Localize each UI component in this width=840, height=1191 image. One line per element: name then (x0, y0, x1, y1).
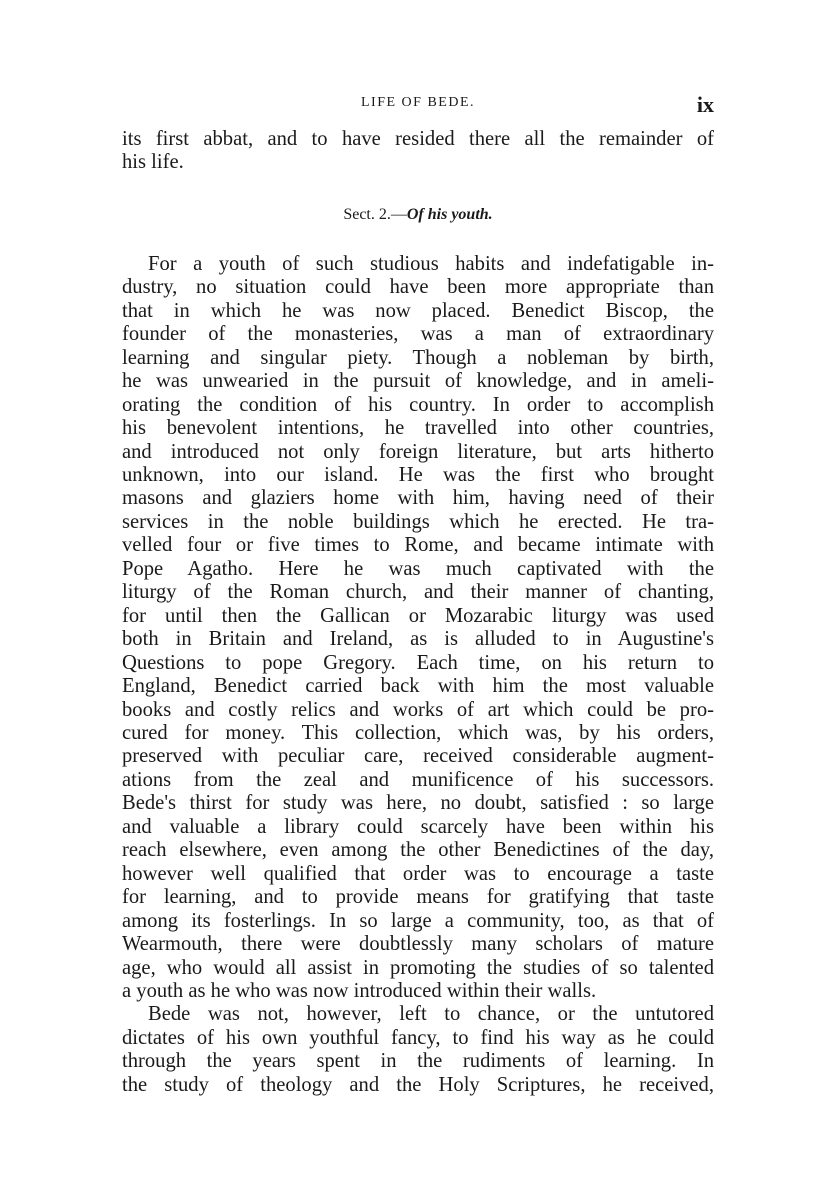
section-heading (122, 205, 714, 225)
text-line: and valuable a library could scarcely have been within his (122, 815, 714, 838)
book-page (122, 92, 714, 1097)
text-line: both in Britain and Ireland, as is alluded to in Augustine's (122, 628, 714, 651)
page-number: ix (696, 92, 714, 117)
paragraph-instruction (122, 1003, 714, 1097)
text-line: Bede was not, however, left to chance, or the untutored (148, 1003, 714, 1026)
text-line: Questions to pope Gregory. Each time, on his return to (122, 651, 714, 674)
text-line: his life. (122, 151, 184, 174)
text-line: its first abbat, and to have resided there all the remainder of (122, 128, 714, 150)
text-line: the study of theology and the Holy Scriptures, he received, (122, 1073, 714, 1096)
text-line: age, who would all assist in promoting the studies of so talented (122, 956, 714, 979)
text-line: preserved with peculiar care, received considerable augment- (122, 745, 714, 768)
text-line: a youth as he who was now introduced within their walls. (122, 979, 597, 1002)
text-line: his benevolent intentions, he travelled into other countries, (122, 417, 714, 440)
text-line: however well qualified that order was to encourage a taste (122, 862, 714, 885)
text-line: and introduced not only foreign literature, but arts hitherto (122, 440, 714, 463)
section-label: Sect. 2.— (343, 205, 407, 223)
text-line: liturgy of the Roman church, and their manner of chanting, (122, 581, 714, 604)
text-line: founder of the monasteries, was a man of extraordinary (122, 323, 714, 346)
text-line: orating the condition of his country. In order to accomplish (122, 393, 714, 416)
text-line: Wearmouth, there were doubtlessly many scholars of mature (122, 933, 714, 956)
text-line: England, Benedict carried back with him the most valuable (122, 675, 714, 698)
text-line: unknown, into our island. He was the first who brought (122, 463, 714, 486)
paragraph-youth (122, 253, 714, 1004)
running-head (122, 92, 714, 122)
section-title: Of his youth. (406, 205, 493, 223)
running-title: LIFE OF BEDE. (361, 95, 475, 110)
text-line: dustry, no situation could have been more appropriate than (122, 276, 714, 299)
text-line: dictates of his own youthful fancy, to find his way as he could (122, 1026, 714, 1049)
text-line: for learning, and to provide means for gratifying that taste (122, 886, 714, 909)
text-line: through the years spent in the rudiments of learning. In (122, 1050, 714, 1073)
text-line: masons and glaziers home with him, having need of their (122, 487, 714, 510)
text-line: For a youth of such studious habits and indefatigable in- (148, 252, 714, 275)
text-line: Bede's thirst for study was here, no doubt, satisfied : so large (122, 792, 714, 815)
text-line: reach elsewhere, even among the other Benedictines of the day, (122, 839, 714, 862)
intro-paragraph (122, 128, 714, 175)
text-line: that in which he was now placed. Benedict Biscop, the (122, 299, 714, 322)
text-line: among its fosterlings. In so large a community, too, as that of (122, 909, 714, 932)
text-line: cured for money. This collection, which was, by his orders, (122, 721, 714, 744)
text-line: velled four or five times to Rome, and became intimate with (122, 534, 714, 557)
text-line: for until then the Gallican or Mozarabic liturgy was used (122, 604, 714, 627)
text-line: ations from the zeal and munificence of his successors. (122, 768, 714, 791)
text-line: Pope Agatho. Here he was much captivated with the (122, 557, 714, 580)
text-line: services in the noble buildings which he erected. He tra- (122, 510, 714, 533)
text-line: books and costly relics and works of art which could be pro- (122, 698, 714, 721)
text-line: he was unwearied in the pursuit of knowledge, and in ameli- (122, 370, 714, 393)
text-line: learning and singular piety. Though a nobleman by birth, (122, 346, 714, 369)
